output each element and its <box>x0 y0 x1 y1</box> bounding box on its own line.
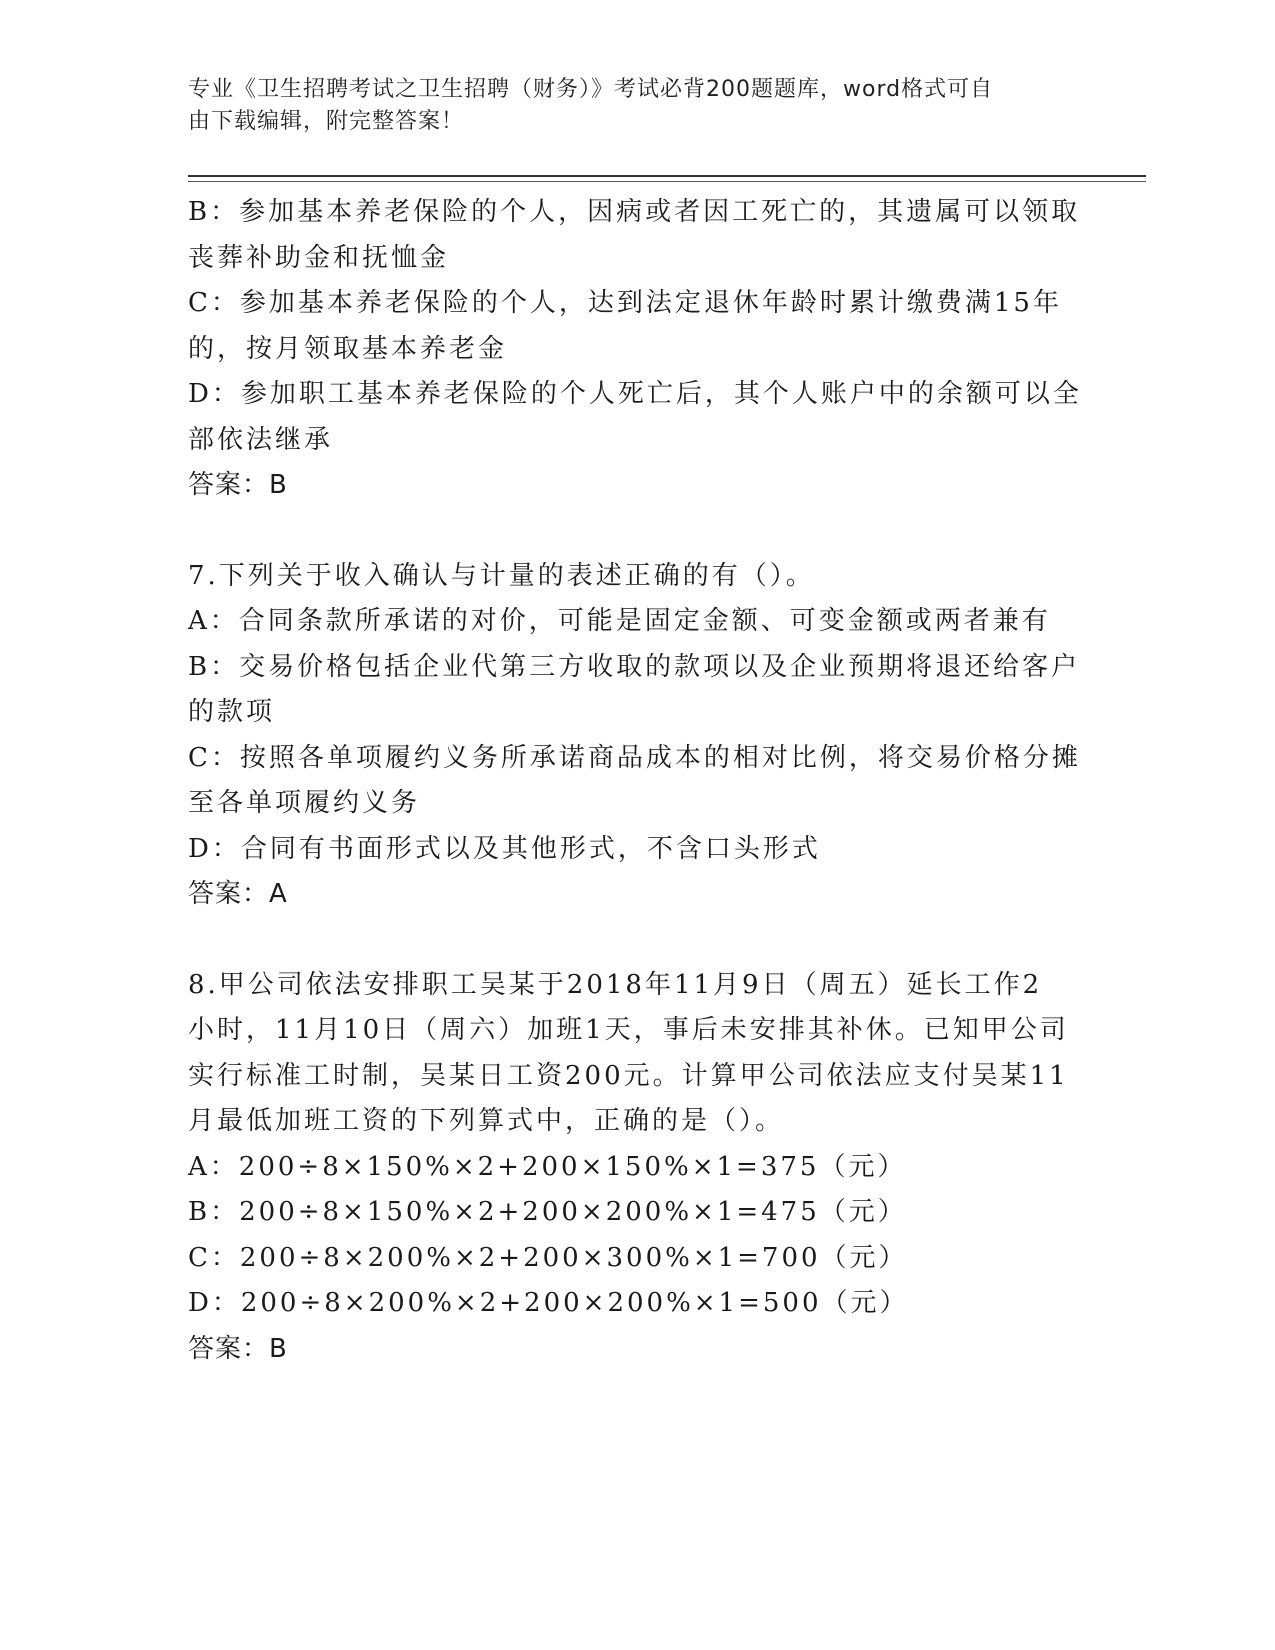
q7-option-c-line-2: 至各单项履约义务 <box>188 788 421 818</box>
document-body <box>188 190 1082 1372</box>
document-header <box>188 74 1068 138</box>
q6-answer: 答案：B <box>188 470 288 500</box>
q8-stem-line-4: 月最低加班工资的下列算式中，正确的是（）。 <box>188 1106 785 1136</box>
question-7-block <box>188 554 1081 918</box>
header-divider-thin <box>188 181 1146 182</box>
q6-option-b-line-2: 丧葬补助金和抚恤金 <box>188 242 450 273</box>
question-6-block <box>188 190 1082 509</box>
q8-stem-line-1: 8.甲公司依法安排职工吴某于2018年11月9日（周五）延长工作2 <box>188 969 1043 1000</box>
q8-answer: 答案：B <box>188 1333 288 1364</box>
q8-option-d: D：200÷8×200%×2+200×200%×1=500（元） <box>188 1288 909 1318</box>
spacer <box>188 918 1078 963</box>
spacer <box>188 509 1078 554</box>
question-8-block <box>188 963 1078 1373</box>
q8-option-a: A：200÷8×150%×2+200×150%×1=375（元） <box>188 1151 907 1182</box>
q8-stem-line-2: 小时，11月10日（周六）加班1天，事后未安排其补休。已知甲公司 <box>188 1015 1069 1045</box>
q7-answer: 答案：A <box>188 879 288 909</box>
header-divider-thick <box>188 175 1146 177</box>
q6-option-d-line-2: 部依法继承 <box>188 424 334 455</box>
q7-option-d: D：合同有书面形式以及其他形式，不含口头形式 <box>188 833 821 864</box>
header-line-2: 由下载编辑，附完整答案！ <box>188 109 465 134</box>
q7-option-b-line-2: 的款项 <box>188 697 276 727</box>
q8-option-c: C：200÷8×200%×2+200×300%×1=700（元） <box>188 1242 908 1273</box>
q7-option-b-line-1: B：交易价格包括企业代第三方收取的款项以及企业预期将退还给客户 <box>188 651 1081 682</box>
q6-option-c-line-2: 的，按月领取基本养老金 <box>188 333 508 364</box>
q6-option-b-line-1: B：参加基本养老保险的个人，因病或者因工死亡的，其遗属可以领取 <box>188 197 1081 227</box>
q6-option-c-line-1: C：参加基本养老保险的个人，达到法定退休年龄时累计缴费满15年 <box>188 288 1062 318</box>
q8-stem-line-3: 实行标准工时制，吴某日工资200元。计算甲公司依法应支付吴某11 <box>188 1060 1069 1091</box>
q7-option-a: A：合同条款所承诺的对价，可能是固定金额、可变金额或两者兼有 <box>188 606 1051 636</box>
q6-option-d-line-1: D：参加职工基本养老保险的个人死亡后，其个人账户中的余额可以全 <box>188 379 1082 409</box>
q7-option-c-line-1: C：按照各单项履约义务所承诺商品成本的相对比例，将交易价格分摊 <box>188 742 1081 773</box>
q7-stem: 7.下列关于收入确认与计量的表述正确的有（）。 <box>188 560 815 591</box>
q8-option-b: B：200÷8×150%×2+200×200%×1=475（元） <box>188 1197 907 1227</box>
header-line-1: 专业《卫生招聘考试之卫生招聘（财务）》考试必背200题题库，word格式可自 <box>188 77 994 102</box>
